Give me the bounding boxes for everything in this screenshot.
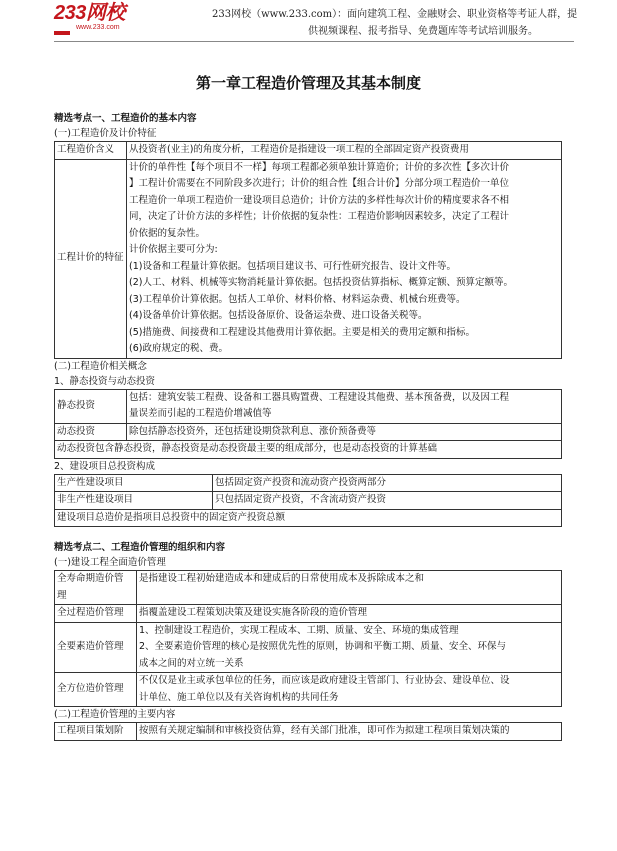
table-row <box>55 673 562 707</box>
text-line: 1、控制建设工程造价，实现工程成本、工期、质量、安全、环境的集成管理 <box>139 624 459 636</box>
text-line: 】工程计价需要在不同阶段多次进行；计价的组合性【组合计价】分部分项工程造价一单位 <box>129 178 510 189</box>
text-line: 2、全要素造价管理的核心是按照优先性的原则，协调和平衡工期、质量、安全、环保与 <box>139 641 507 652</box>
cell-text <box>137 622 562 673</box>
table-row <box>55 159 562 358</box>
table-row <box>55 605 562 623</box>
cell-text: 指覆盖建设工程策划决策及建设实施各阶段的造价管理 <box>137 605 562 623</box>
text-line: 不仅仅是业主或承包单位的任务，而应该是政府建设主管部门、行业协会、建设单位、设 <box>139 675 510 686</box>
text-line: (3)工程单价计算依据。包括人工单价、材料价格、材料运杂费、机械台班费等。 <box>129 293 466 305</box>
table-row <box>55 423 562 441</box>
cell-label: 工程项目策划阶 <box>55 723 137 741</box>
section1-title: 精选考点一、工程造价的基本内容 <box>54 113 197 124</box>
cell-label: 工程计价的特征 <box>55 159 127 358</box>
page-header <box>0 0 617 44</box>
header-divider <box>54 41 574 42</box>
table-note: 动态投资包含静态投资，静态投资是动态投资最主要的组成部分，也是动态投资的计算基础 <box>54 441 562 459</box>
table-row <box>55 389 562 423</box>
table-investment-composition <box>54 474 562 510</box>
logo-underline <box>54 31 70 35</box>
text-line: (6)政府规定的税、费。 <box>129 343 228 354</box>
section1-sub2-2: 2、建设项目总投资构成 <box>54 460 156 472</box>
cell-label: 动态投资 <box>55 423 127 441</box>
logo-text: 233网校 <box>54 2 125 24</box>
table-cost-management-content <box>54 722 562 741</box>
text-line: 全寿命期造价管 <box>57 573 124 584</box>
cell-label: 非生产性建设项目 <box>55 492 213 510</box>
cell-label: 全方位造价管理 <box>55 673 137 707</box>
cell-text <box>137 673 562 707</box>
text-line: 价依据的复杂性。 <box>129 227 206 239</box>
cell-text <box>127 389 562 423</box>
table-row <box>55 723 562 741</box>
document-body <box>54 111 562 741</box>
cell-label: 全过程造价管理 <box>55 605 137 623</box>
spacer <box>54 527 562 540</box>
cell-label <box>55 571 137 605</box>
header-info <box>212 6 606 40</box>
cell-text: 只包括固定资产投资，不含流动资产投资 <box>213 492 562 510</box>
cell-label: 工程造价含义 <box>55 142 127 160</box>
section1-sub1: (一)工程造价及计价特征 <box>54 128 157 139</box>
text-line: (4)设备单价计算依据。包括设备原价、设备运杂费、进口设备关税等。 <box>129 310 428 321</box>
text-line: 包括：建筑安装工程费、设备和工器具购置费、工程建设其他费、基本预备费，以及因工程 <box>129 391 510 403</box>
cell-text <box>127 159 562 358</box>
table-row <box>55 492 562 510</box>
table-cost-features <box>54 141 562 359</box>
section2-title: 精选考点二、工程造价管理的组织和内容 <box>54 542 226 553</box>
section1-sub2: (二)工程造价相关概念 <box>54 360 147 372</box>
table-row <box>55 622 562 673</box>
chapter-title: 第一章工程造价管理及其基本制度 <box>195 74 421 92</box>
text-line: (2)人工、材料、机械等实物消耗量计算依据。包括投资估算指标、概算定额、预算定额等。 <box>129 277 513 288</box>
text-line: 成本之间的对立统一关系 <box>139 657 244 669</box>
table-note: 建设项目总造价是指项目总投资中的固定资产投资总额 <box>54 510 562 528</box>
logo <box>54 2 125 32</box>
text-line: 计价依据主要可分为: <box>129 244 218 255</box>
text-line: (1)设备和工程量计算依据。包括项目建议书、可行性研究报告、设计文件等。 <box>129 260 456 272</box>
cell-text: 按照有关规定编制和审核投资估算，经有关部门批准，即可作为拟建工程项目策划决策的 <box>137 723 562 741</box>
text-line: 计单位、施工单位以及有关咨询机构的共同任务 <box>139 691 339 703</box>
header-info-line1: 233网校（www.233.com）：面向建筑工程、金融财会、职业资格等考证人群，提 <box>212 9 578 20</box>
text-line: 计价的单件性【每个项目不一样】每项工程都必须单独计算造价；计价的多次性【多次计价 <box>129 161 510 173</box>
cell-text: 包括固定资产投资和流动资产投资两部分 <box>213 474 562 492</box>
text-line: 工程造价一单项工程造价一建设项目总造价；计价方法的多样性每次计价的精度要求各不相 <box>129 194 510 206</box>
header-info-line2: 供视频课程、报考指导、免费题库等考试培训服务。 <box>308 26 538 37</box>
cell-text: 从投资者(业主)的角度分析，工程造价是指建设一项工程的全部固定资产投资费用 <box>127 142 562 160</box>
cell-text: 除包括静态投资外，还包括建设期贷款利息、涨价预备费等 <box>127 423 562 441</box>
text-line: 理 <box>57 589 67 601</box>
text-line: 量误差而引起的工程造价增减值等 <box>129 408 272 419</box>
table-row <box>55 571 562 605</box>
cell-label: 生产性建设项目 <box>55 474 213 492</box>
table-full-cost-management <box>54 570 562 707</box>
cell-label: 全要素造价管理 <box>55 622 137 673</box>
text-line: 同，决定了计价方法的多样性；计价依据的复杂性：工程造价影响因素较多，决定了工程计 <box>129 211 510 222</box>
table-row <box>55 474 562 492</box>
table-static-dynamic <box>54 389 562 442</box>
cell-label: 静态投资 <box>55 389 127 423</box>
table-row <box>55 142 562 160</box>
text-line: (5)措施费、间接费和工程建设其他费用计算依据。主要是相关的费用定额和指标。 <box>129 326 475 338</box>
logo-subtext: www.233.com <box>76 24 120 31</box>
section2-sub1: (一)建设工程全面造价管理 <box>54 557 166 568</box>
section2-sub2: (二)工程造价管理的主要内容 <box>54 709 176 720</box>
cell-text: 是指建设工程初始建造成本和建成后的日常使用成本及拆除成本之和 <box>137 571 562 605</box>
section1-sub2-1: 1、静态投资与动态投资 <box>54 375 156 387</box>
